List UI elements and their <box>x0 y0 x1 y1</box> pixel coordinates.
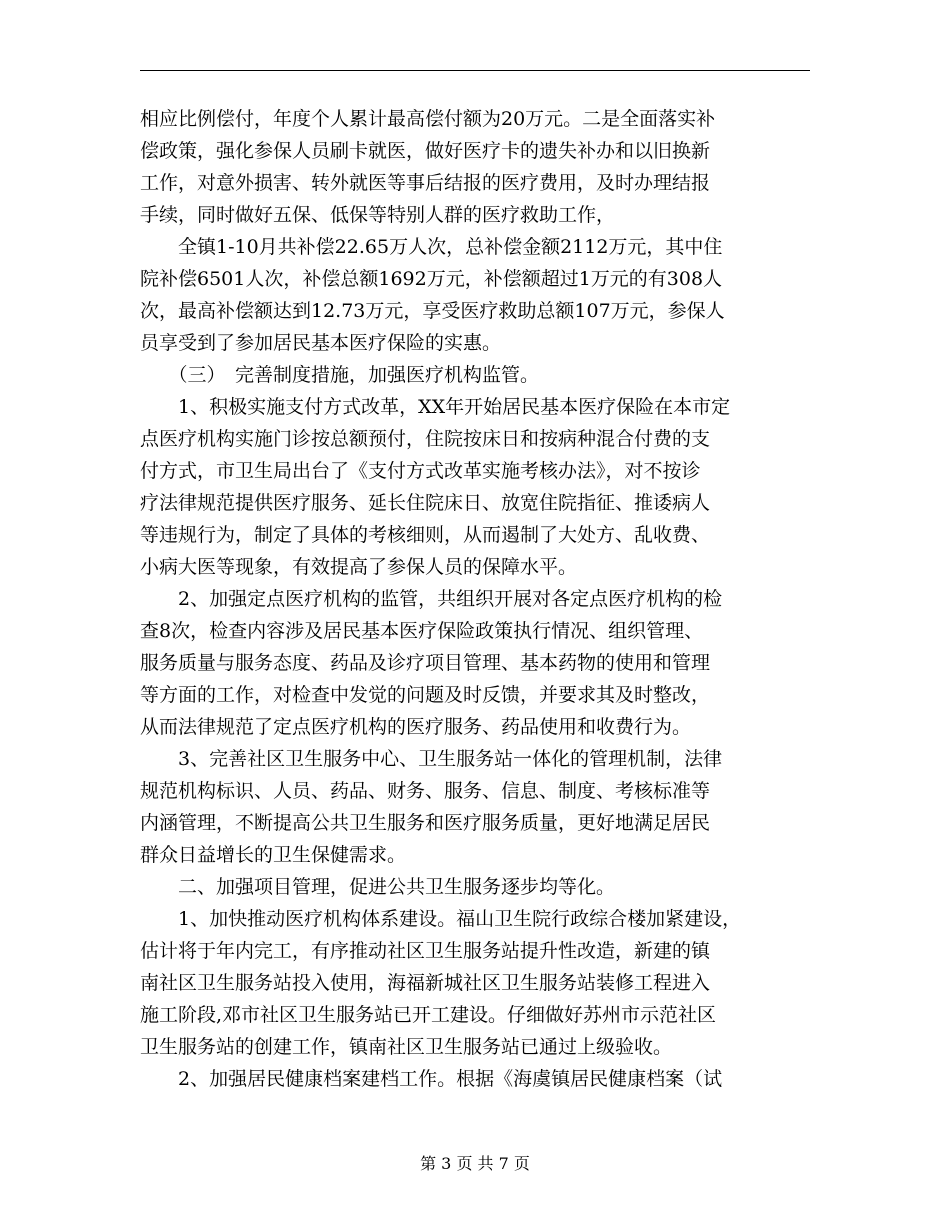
text-line: 群众日益增长的卫生保健需求。 <box>140 844 407 866</box>
text-line: 小病大医等现象，有效提高了参保人员的保障水平。 <box>140 556 578 578</box>
text-line: 次，最高补偿额达到12.73万元，享受医疗救助总额107万元，参保人 <box>140 300 725 322</box>
text-line: 规范机构标识、人员、药品、财务、服务、信息、制度、考核标准等 <box>140 780 711 802</box>
header-rule <box>140 70 810 71</box>
text-line: 从而法律规范了定点医疗机构的医疗服务、药品使用和收费行为。 <box>140 716 692 738</box>
text-line: 内涵管理，不断提高公共卫生服务和医疗服务质量，更好地满足居民 <box>140 812 711 834</box>
text-line: 相应比例偿付，年度个人累计最高偿付额为20万元。二是全面落实补 <box>140 108 716 130</box>
page-footer: 第 3 页 共 7 页 <box>420 1154 530 1173</box>
text-line: 卫生服务站的创建工作，镇南社区卫生服务站已通过上级验收。 <box>140 1036 673 1058</box>
text-line: 估计将于年内完工，有序推动社区卫生服务站提升性改造，新建的镇 <box>140 940 711 962</box>
text-line: 员享受到了参加居民基本医疗保险的实惠。 <box>140 332 502 354</box>
text-line: 2、加强定点医疗机构的监管，共组织开展对各定点医疗机构的检 <box>140 588 723 610</box>
text-line: 3、完善社区卫生服务中心、卫生服务站一体化的管理机制，法律 <box>140 748 723 770</box>
text-line: 偿政策，强化参保人员刷卡就医，做好医疗卡的遗失补办和以旧换新 <box>140 140 711 162</box>
text-line: 等方面的工作，对检查中发觉的问题及时反馈，并要求其及时整改， <box>140 684 711 706</box>
text-line: 付方式，市卫生局出台了《支付方式改革实施考核办法》，对不按诊 <box>140 460 701 482</box>
text-line: 2、加强居民健康档案建档工作。根据《海虞镇居民健康档案（试 <box>140 1068 723 1090</box>
text-line: 手续，同时做好五保、低保等特别人群的医疗救助工作， <box>140 204 616 226</box>
text-line: 1、加快推动医疗机构体系建设。福山卫生院行政综合楼加紧建设， <box>140 908 742 930</box>
text-line: 查8次，检查内容涉及居民基本医疗保险政策执行情况、组织管理、 <box>140 620 704 642</box>
text-line: 院补偿6501人次，补偿总额1692万元，补偿额超过1万元的有308人 <box>140 268 723 290</box>
text-line: 南社区卫生服务站投入使用，海福新城社区卫生服务站装修工程进入 <box>140 972 711 994</box>
text-line: 全镇1-10月共补偿22.65万人次，总补偿金额2112万元，其中住 <box>140 236 723 258</box>
document-body <box>140 103 815 1095</box>
section-heading: 二、加强项目管理，促进公共卫生服务逐步均等化。 <box>140 876 616 898</box>
text-line: 等违规行为，制定了具体的考核细则，从而遏制了大处方、乱收费、 <box>140 524 711 546</box>
text-line: 1、积极实施支付方式改革，XX年开始居民基本医疗保险在本市定 <box>140 396 731 418</box>
text-line: 施工阶段,邓市社区卫生服务站已开工建设。仔细做好苏州市示范社区 <box>140 1004 717 1026</box>
text-line: 疗法律规范提供医疗服务、延长住院床日、放宽住院指征、推诿病人 <box>140 492 711 514</box>
section-heading: （三） 完善制度措施，加强医疗机构监管。 <box>140 364 540 386</box>
text-line: 点医疗机构实施门诊按总额预付，住院按床日和按病种混合付费的支 <box>140 428 711 450</box>
text-line: 工作，对意外损害、转外就医等事后结报的医疗费用，及时办理结报 <box>140 172 711 194</box>
text-line: 服务质量与服务态度、药品及诊疗项目管理、基本药物的使用和管理 <box>140 652 711 674</box>
